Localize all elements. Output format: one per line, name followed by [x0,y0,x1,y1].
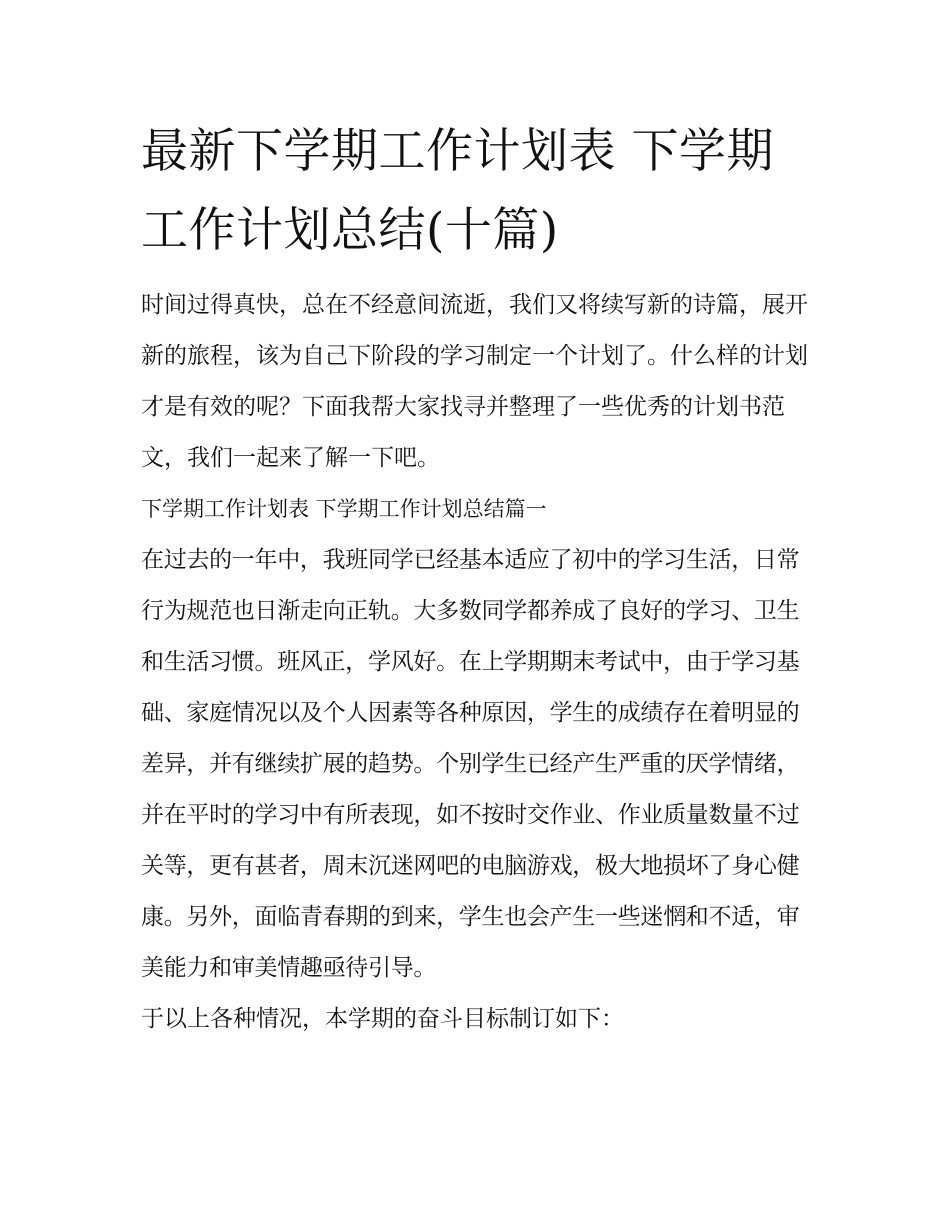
section-heading: 下学期工作计划表 下学期工作计划总结篇一 [141,497,547,521]
closing-line: 于以上各种情况，本学期的奋斗目标制订如下： [141,1006,624,1032]
document-title: 最新下学期工作计划表 下学期工作计划总结(十篇) [141,124,774,258]
body-paragraph: 在过去的一年中，我班同学已经基本适应了初中的学习生活，日常行为规范也日渐走向正轨。大多数同学都养成了良好的学习、卫生和生活习惯。班风正，学风好。在上学期期末考试中，由于学习基础、家庭情况以及个人因素等各种原因，学生的成绩存在着明显的差异，并有继续扩展的趋势。个别学生已经产生严重的厌学情绪，并在平时的学习中有所表现，如不按时交作业、作业质量数量不过关等，更有甚者，周末沉迷网吧的电脑游戏，极大地损坏了身心健康。另外，面临青春期的到来，学生也会产生一些迷惘和不适，审美能力和审美情趣亟待引导。 [141,547,800,981]
document-page [141,112,816,1045]
intro-paragraph: 时间过得真快，总在不经意间流逝，我们又将续写新的诗篇，展开新的旅程，该为自己下阶段的学习制定一个计划了。什么样的计划才是有效的呢？下面我帮大家找寻并整理了一些优秀的计划书范文，我们一起来了解一下吧。 [141,292,808,471]
